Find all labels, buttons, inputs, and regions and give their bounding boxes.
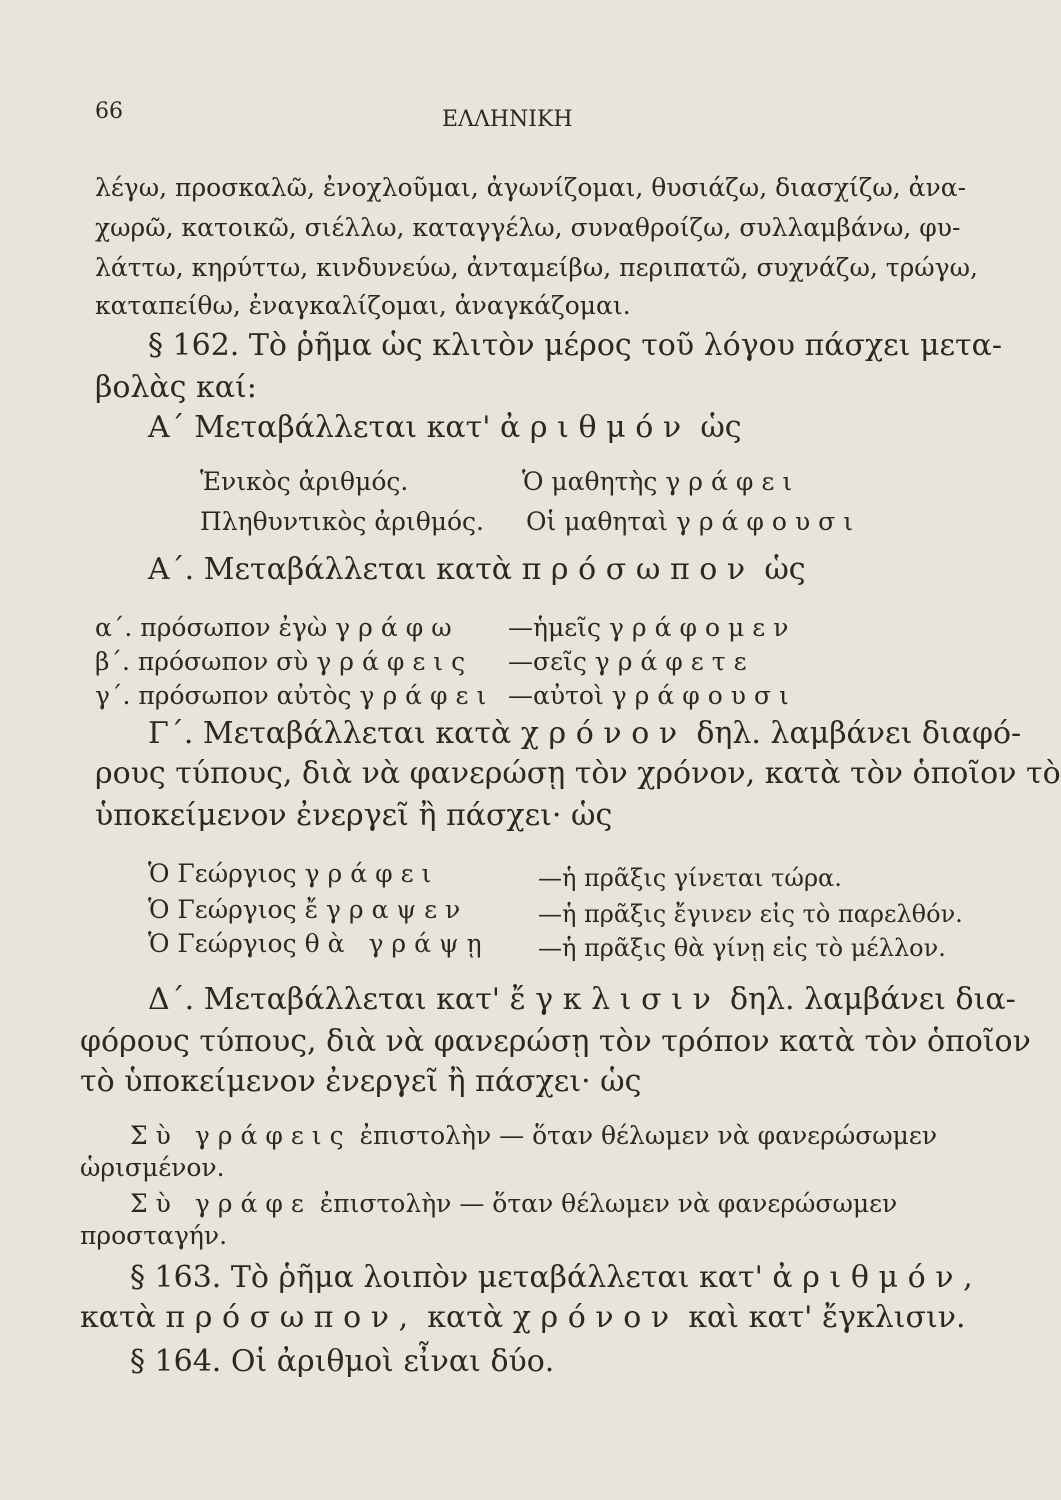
singular-label: Ἑνικὸς ἀριθμός. xyxy=(200,467,409,496)
subsection-a-number-heading: Α΄ Μεταβάλλεται κατ' ἀριθμόν ὡς xyxy=(148,410,742,445)
section-162-line-2: βολὰς καί: xyxy=(95,370,257,405)
person-row-2-right: —σεῖς γράφετε xyxy=(508,647,755,676)
person-row-3-left: γ΄. πρόσωπον αὐτὸς γράφει xyxy=(95,681,495,710)
mood-example-1: Σὺ γράφεις ἐπιστολὴν — ὅταν θέλωμεν νὰ φανερώσωμεν xyxy=(130,1121,938,1150)
intro-line-1: λέγω, προσκαλῶ, ἐνοχλοῦμαι, ἀγωνίζομαι, θυσιάζω, διασχίζω, ἀνα- xyxy=(95,173,967,202)
subsection-d-line-1: Δ΄. Μεταβάλλεται κατ' ἔγκλισιν δηλ. λαμβάνει δια- xyxy=(148,982,1016,1017)
page-number: 66 xyxy=(95,99,123,124)
tense-row-2-right: —ἡ πρᾶξις ἔγινεν εἰς τὸ παρελθόν. xyxy=(538,900,963,928)
subsection-d-line-3: τὸ ὑποκείμενον ἐνεργεῖ ἢ πάσχει· ὡς xyxy=(80,1064,642,1099)
tense-row-3-right: —ἡ πρᾶξις θὰ γίνῃ εἰς τὸ μέλλον. xyxy=(538,934,946,962)
running-title: ΕΛΛΗΝΙΚΗ xyxy=(442,107,573,132)
mood-example-1-cont: ὡρισμένον. xyxy=(80,1153,225,1182)
tense-row-2-left: Ὁ Γεώργιος ἔγραψεν xyxy=(148,895,469,924)
mood-example-2: Σὺ γράφε ἐπιστολὴν — ὅταν θέλωμεν νὰ φανερώσωμεν xyxy=(130,1189,898,1218)
intro-line-2: χωρῶ, κατοικῶ, σιέλλω, καταγγέλω, συναθροίζω, συλλαμβάνω, φυ- xyxy=(95,213,961,242)
plural-example: Οἱ μαθηταὶ γράφουσι xyxy=(526,507,862,536)
person-row-1-right: —ἡμεῖς γράφομεν xyxy=(508,613,797,642)
person-row-1-left: α΄. πρόσωπον ἐγὼ γράφω xyxy=(95,613,460,642)
intro-line-3: λάττω, κηρύττω, κινδυνεύω, ἀνταμείβω, περιπατῶ, συχνάζω, τρώγω, xyxy=(95,253,978,282)
subsection-d-line-2: φόρους τύπους, διὰ νὰ φανερώσῃ τὸν τρόπον κατὰ τὸν ὁποῖον xyxy=(80,1024,1031,1059)
subsection-g-line-3: ὑποκείμενον ἐνεργεῖ ἢ πάσχει· ὡς xyxy=(95,798,613,833)
tense-row-3-left: Ὁ Γεώργιος θὰ γράψῃ xyxy=(148,929,490,958)
section-164: § 164. Οἱ ἀριθμοὶ εἶναι δύο. xyxy=(130,1344,555,1379)
mood-example-2-cont: προσταγήν. xyxy=(80,1221,228,1250)
plural-label: Πληθυντικὸς ἀριθμός. xyxy=(200,507,485,536)
subsection-g-line-1: Γ΄. Μεταβάλλεται κατὰ χρόνον δηλ. λαμβάνει διαφό- xyxy=(148,716,1022,751)
section-162-line-1: § 162. Τὸ ῥῆμα ὡς κλιτὸν μέρος τοῦ λόγου πάσχει μετα- xyxy=(148,328,1002,363)
person-row-2-left: β΄. πρόσωπον σὺ γράφεις xyxy=(95,647,474,676)
intro-line-4: καταπείθω, ἐναγκαλίζομαι, ἀναγκάζομαι. xyxy=(95,291,631,320)
tense-row-1-right: —ἡ πρᾶξις γίνεται τώρα. xyxy=(538,864,842,892)
section-163-line-1: § 163. Τὸ ῥῆμα λοιπὸν μεταβάλλεται κατ' ἀριθμόν, xyxy=(130,1260,983,1295)
person-row-3-right: —αὐτοὶ γράφουσι xyxy=(508,681,797,710)
section-163-line-2: κατὰ πρόσωπον, κατὰ χρόνον καὶ κατ' ἔγκλισιν. xyxy=(80,1300,966,1335)
subsection-a-person-heading: Α΄. Μεταβάλλεται κατὰ πρόσωπον ὡς xyxy=(148,552,806,587)
tense-row-1-left: Ὁ Γεώργιος γράφει xyxy=(148,859,440,888)
singular-example: Ὁ μαθητὴς γράφει xyxy=(522,467,801,496)
subsection-g-line-2: ρους τύπους, διὰ νὰ φανερώσῃ τὸν χρόνον, κατὰ τὸν ὁποῖον τὸ xyxy=(95,756,1061,791)
